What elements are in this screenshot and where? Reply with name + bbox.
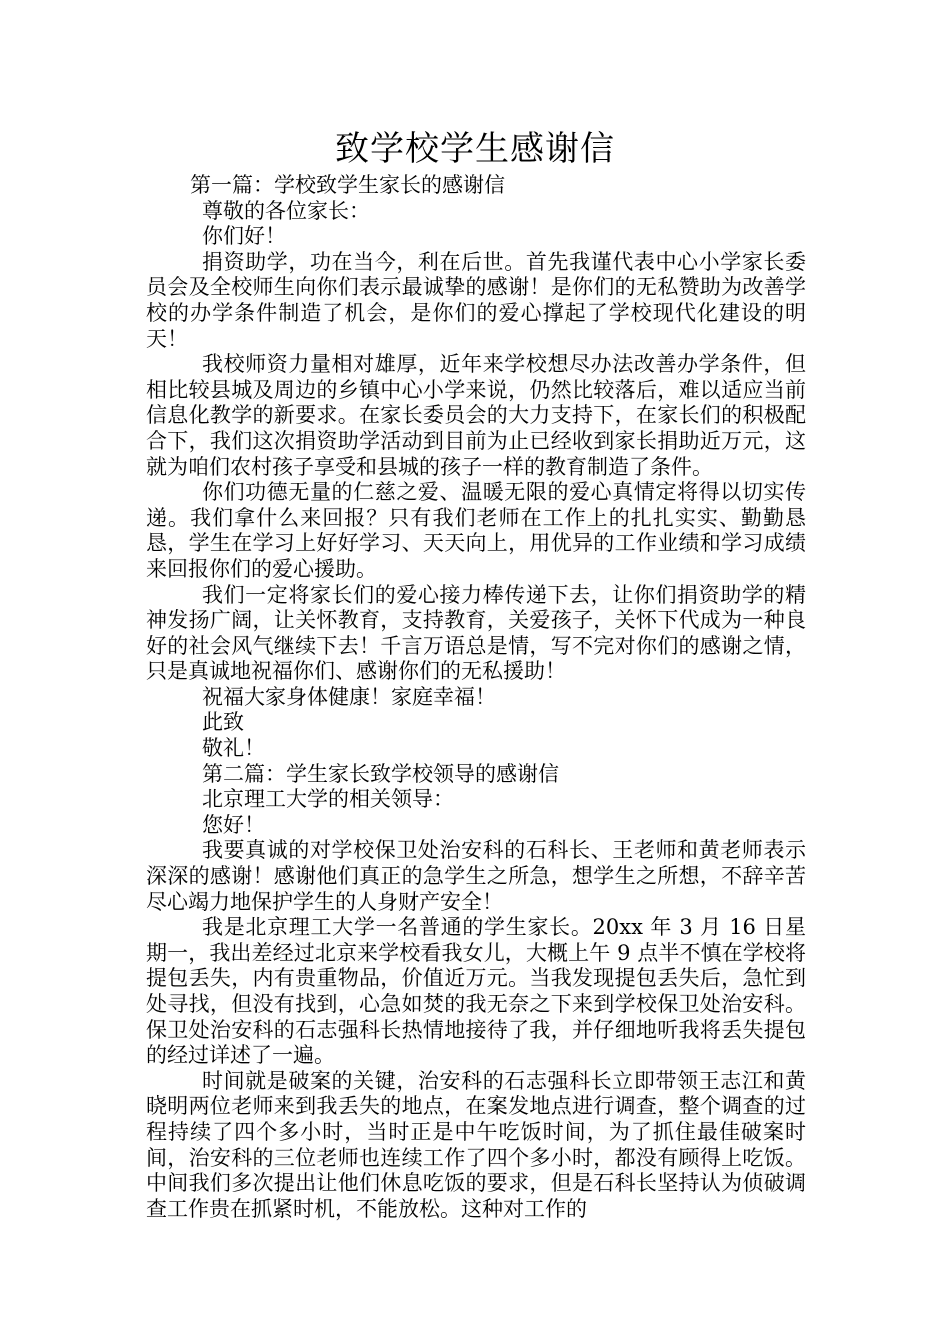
closing-wishes: 祝福大家身体健康！家庭幸福！ (202, 684, 496, 709)
paragraph: 我们一定将家长们的爱心接力棒传递下去，让你们捐资助学的精神发扬广阔，让关怀教育，支持教育，关爱孩子，关怀下代成为一种良好的社会风气继续下去！千言万语总是情，写不完对你们的感谢之情，只是真诚地祝福你们、感谢你们的无私援助！ (146, 582, 806, 684)
greeting: 您好！ (202, 812, 265, 837)
salutation: 北京理工大学的相关领导： (202, 787, 454, 812)
paragraph: 捐资助学，功在当今，利在后世。首先我谨代表中心小学家长委员会及全校师生向你们表示最诚挚的感谢！是你们的无私赞助为改善学校的办学条件制造了机会，是你们的爱心撑起了学校现代化建设的明天！ (146, 249, 806, 351)
closing-line: 此致 (202, 710, 244, 735)
paragraph: 我校师资力量相对雄厚，近年来学校想尽办法改善办学条件，但相比较县城及周边的乡镇中心小学来说，仍然比较落后，难以适应当前信息化教学的新要求。在家长委员会的大力支持下，在家长们的积极配合下，我们这次捐资助学活动到目前为止已经收到家长捐助近万元，这就为咱们农村孩子享受和县城的孩子一样的教育制造了条件。 (146, 352, 806, 479)
paragraph: 我是北京理工大学一名普通的学生家长。20xx 年 3 月 16 日星期一，我出差经过北京来学校看我女儿，大概上午 9 点半不慎在学校将提包丢失，内有贵重物品，价值近万元。当我发现提包丢失后，急忙到处寻找，但没有找到，心急如焚的我无奈之下来到学校保卫处治安科。保卫处治安科的石志强科长热情地接待了我，并仔细地听我将丢失提包的经过详述了一遍。 (146, 915, 806, 1068)
closing-line: 敬礼！ (202, 736, 265, 761)
section-heading: 第一篇：学校致学生家长的感谢信 (190, 173, 505, 197)
paragraph: 时间就是破案的关键，治安科的石志强科长立即带领王志江和黄晓明两位老师来到我丢失的地点，在案发地点进行调查，整个调查的过程持续了四个多小时，当时正是中午吃饭时间，为了抓住最佳破案时间，治安科的三位老师也连续工作了四个多小时，都没有顾得上吃饭。中间我们多次提出让他们休息吃饭的要求，但是石科长坚持认为侦破调查工作贵在抓紧时机，不能放松。这种对工作的 (146, 1068, 806, 1221)
paragraph: 我要真诚的对学校保卫处治安科的石科长、王老师和黄老师表示深深的感谢！感谢他们真正的急学生之所急，想学生之所想，不辞辛苦尽心竭力地保护学生的人身财产安全！ (146, 838, 806, 914)
section-heading: 第二篇：学生家长致学校领导的感谢信 (202, 761, 559, 786)
paragraph: 你们功德无量的仁慈之爱、温暖无限的爱心真情定将得以切实传递。我们拿什么来回报？只有我们老师在工作上的扎扎实实、勤勤恳恳，学生在学习上好好学习、天天向上，用优异的工作业绩和学习成绩来回报你们的爱心援助。 (146, 480, 806, 581)
salutation: 尊敬的各位家长： (202, 198, 370, 223)
greeting: 你们好！ (202, 224, 286, 249)
document-body (146, 173, 806, 1222)
document-title: 致学校学生感谢信 (335, 129, 615, 169)
